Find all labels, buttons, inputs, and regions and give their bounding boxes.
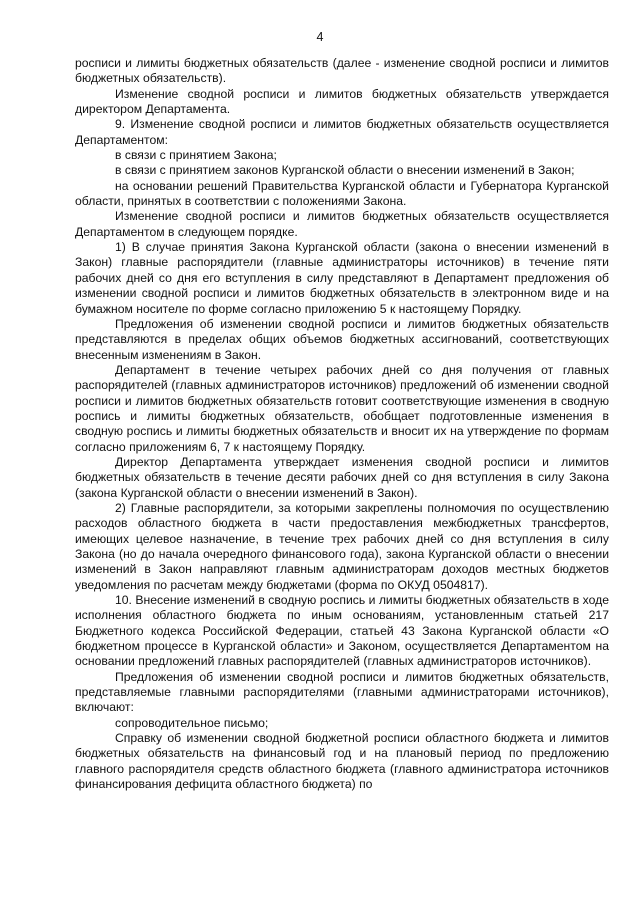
paragraph: 1) В случае принятия Закона Курганской области (закона о внесении изменений в Закон) главные распорядители (главные администраторы источников) в течение пяти рабочих дней со дня его вступления в силу представляют в Департамент предложения об изменении сводной росписи и лимитов бюджетных обязательств в электронном виде и на бумажном носителе по форме согласно приложению 5 к настоящему Порядку. [75, 240, 609, 316]
paragraph: росписи и лимиты бюджетных обязательств (далее - изменение сводной росписи и лимитов бюджетных обязательств). [75, 56, 609, 86]
paragraph: 9. Изменение сводной росписи и лимитов бюджетных обязательств осуществляется Департаментом: [75, 117, 609, 147]
page-number: 4 [316, 30, 324, 44]
paragraph: 2) Главные распорядители, за которыми закреплены полномочия по осуществлению расходов областного бюджета в части предоставления межбюджетных трансфертов, имеющих целевое назначение, в течение трех рабочих дней со дня вступления в силу Закона (но до начала очередного финансового года), закона Курганской области о внесении изменений в Закон направляют главным администраторам доходов местных бюджетов уведомления по расчетам между бюджетами (форма по ОКУД 0504817). [75, 500, 609, 592]
paragraph: Департамент в течение четырех рабочих дней со дня получения от главных распорядителей (главных администраторов источников) предложений об изменении сводной росписи и лимитов бюджетных обязательств готовит соответствующие изменения в сводную роспись и лимиты бюджетных обязательств, обобщает подготовленные изменения в сводную роспись и лимиты бюджетных обязательств и вносит их на утверждение по формам согласно приложениям 6, 7 к настоящему Порядку. [75, 362, 609, 454]
paragraph: в связи с принятием Закона; [115, 148, 277, 163]
paragraph: Изменение сводной росписи и лимитов бюджетных обязательств осуществляется Департаментом в следующем порядке. [75, 209, 609, 239]
document-body [75, 56, 609, 793]
paragraph: в связи с принятием законов Курганской области о внесении изменений в Закон; [115, 163, 575, 178]
paragraph: на основании решений Правительства Курганской области и Губернатора Курганской области, принятых в соответствии с положениями Закона. [75, 178, 609, 209]
paragraph: Предложения об изменении сводной росписи и лимитов бюджетных обязательств представляются в пределах общих объемов бюджетных ассигнований, соответствующих внесенным изменениям в Закон. [75, 316, 609, 362]
paragraph: 10. Внесение изменений в сводную роспись и лимиты бюджетных обязательств в ходе исполнения областного бюджета по иным основаниям, установленным статьей 217 Бюджетного кодекса Российской Федерации, статьей 43 Закона Курганской области «О бюджетном процессе в Курганской области» и Законом, осуществляется Департаментом на основании предложений главных распорядителей (главных администраторов источников). [75, 593, 609, 669]
paragraph: Справку об изменении сводной бюджетной росписи областного бюджета и лимитов бюджетных обязательств на финансовый год и на плановый период по предложению главного распорядителя средств областного бюджета (главного администратора источников финансирования дефицита областного бюджета) по [75, 731, 609, 792]
paragraph: Изменение сводной росписи и лимитов бюджетных обязательств утверждается директором Департамента. [75, 86, 609, 117]
paragraph: сопроводительное письмо; [115, 715, 269, 730]
paragraph: Директор Департамента утверждает изменения сводной росписи и лимитов бюджетных обязательств в течение десяти рабочих дней со дня вступления в силу Закона (закона Курганской области о внесении изменений в Закон). [75, 454, 609, 500]
paragraph: Предложения об изменении сводной росписи и лимитов бюджетных обязательств, представляемые главными распорядителями (главными администраторами источников), включают: [75, 669, 609, 715]
